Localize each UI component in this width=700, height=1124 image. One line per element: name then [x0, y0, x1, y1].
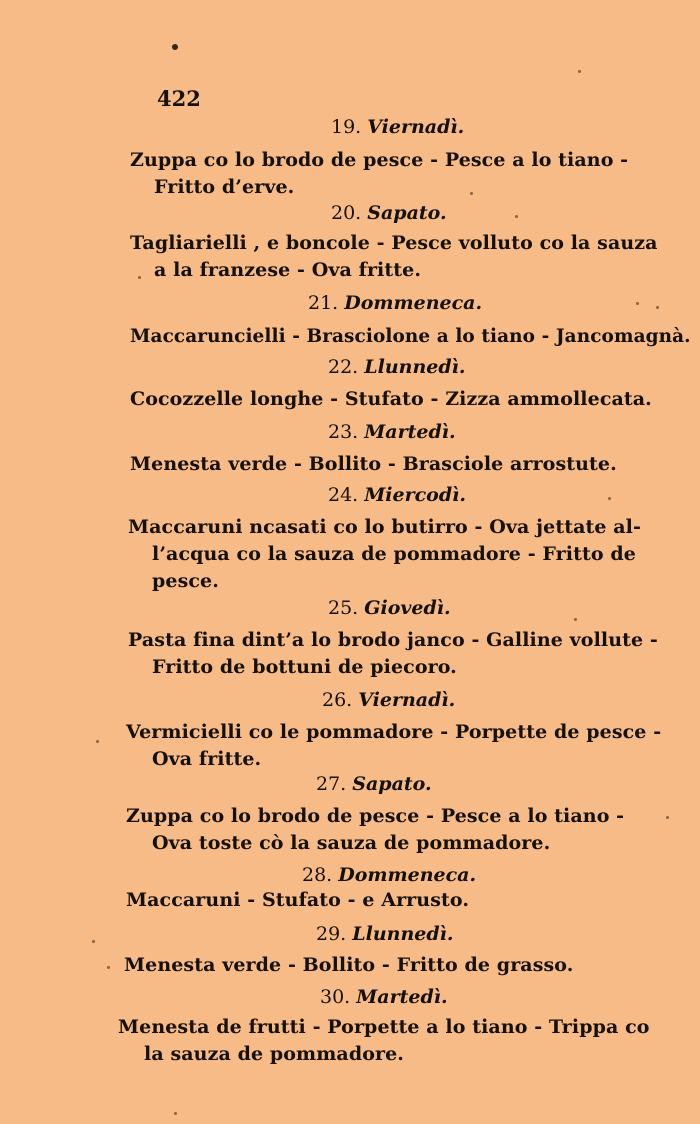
ink-speck [138, 276, 141, 279]
day-number: 20. [331, 202, 362, 224]
day-number: 28. [302, 864, 333, 886]
day-heading-25 [328, 597, 451, 619]
day-heading-26 [322, 689, 455, 711]
menu-line: Maccaruncielli - Brasciolone a lo tiano - Jancomagnà. [130, 325, 691, 347]
day-heading-23 [328, 421, 456, 443]
menu-line: Tagliarielli , e boncole - Pesce volluto co la sauza [130, 232, 658, 254]
day-heading-24 [328, 484, 466, 506]
day-name: Dommeneca. [338, 864, 477, 886]
ink-speck [636, 302, 639, 305]
ink-speck [608, 497, 611, 500]
day-heading-22 [328, 356, 466, 378]
day-name: Martedì. [364, 421, 456, 443]
ink-speck [172, 44, 178, 50]
day-number: 29. [316, 923, 347, 945]
ink-speck [174, 1112, 177, 1115]
ink-speck [656, 306, 659, 309]
menu-line: Pasta fina dint’a lo brodo janco - Galline vollute - [128, 629, 658, 651]
menu-line: Menesta de frutti - Porpette a lo tiano - Trippa co [118, 1016, 650, 1038]
ink-speck [515, 215, 518, 218]
menu-line: a la franzese - Ova fritte. [154, 259, 422, 281]
ink-speck [470, 192, 473, 195]
menu-line: Ova toste cò la sauza de pommadore. [152, 832, 551, 854]
menu-line: Fritto d’erve. [154, 176, 295, 198]
menu-line: la sauza de pommadore. [144, 1043, 405, 1065]
day-heading-19 [331, 116, 464, 138]
menu-line: Vermicielli co le pommadore - Porpette de pesce - [126, 721, 662, 743]
ink-speck [96, 740, 99, 743]
day-heading-20 [331, 202, 447, 224]
day-name: Martedì. [356, 986, 448, 1008]
day-number: 27. [316, 773, 347, 795]
day-name: Sapato. [352, 773, 432, 795]
day-number: 22. [328, 356, 359, 378]
day-name: Viernadì. [358, 689, 456, 711]
ink-speck [107, 966, 110, 969]
menu-line: Ova fritte. [152, 748, 262, 770]
day-number: 25. [328, 597, 359, 619]
day-number: 21. [308, 292, 339, 314]
day-number: 23. [328, 421, 359, 443]
ink-speck [666, 816, 669, 819]
ink-speck [92, 940, 95, 943]
menu-line: Zuppa co lo brodo de pesce - Pesce a lo tiano - [126, 805, 625, 827]
day-heading-29 [316, 923, 454, 945]
day-number: 30. [320, 986, 351, 1008]
day-name: Sapato. [367, 202, 447, 224]
menu-line: Fritto de bottuni de piecoro. [152, 656, 457, 678]
day-heading-28 [302, 864, 476, 886]
day-name: Miercodì. [364, 484, 466, 506]
day-name: Dommeneca. [344, 292, 483, 314]
menu-line: Menesta verde - Bollito - Brasciole arrostute. [130, 453, 617, 475]
day-number: 19. [331, 116, 362, 138]
page-number: 422 [157, 86, 201, 111]
day-name: Viernadì. [367, 116, 465, 138]
day-number: 24. [328, 484, 359, 506]
day-heading-30 [320, 986, 448, 1008]
day-heading-21 [308, 292, 482, 314]
menu-line: Maccaruni ncasati co lo butirro - Ova jettate al- [128, 516, 641, 538]
day-name: Llunnedì. [352, 923, 454, 945]
day-heading-27 [316, 773, 432, 795]
menu-line: Zuppa co lo brodo de pesce - Pesce a lo tiano - [130, 149, 629, 171]
menu-line: Menesta verde - Bollito - Fritto de grasso. [124, 954, 574, 976]
day-name: Llunnedì. [364, 356, 466, 378]
ink-speck [578, 70, 581, 73]
menu-line: l’acqua co la sauza de pommadore - Fritto de [152, 543, 636, 565]
day-name: Giovedì. [364, 597, 451, 619]
day-number: 26. [322, 689, 353, 711]
menu-line: Cocozzelle longhe - Stufato - Zizza ammollecata. [130, 388, 652, 410]
ink-speck [574, 618, 577, 621]
menu-line: pesce. [152, 570, 219, 592]
menu-line: Maccaruni - Stufato - e Arrusto. [126, 889, 470, 911]
